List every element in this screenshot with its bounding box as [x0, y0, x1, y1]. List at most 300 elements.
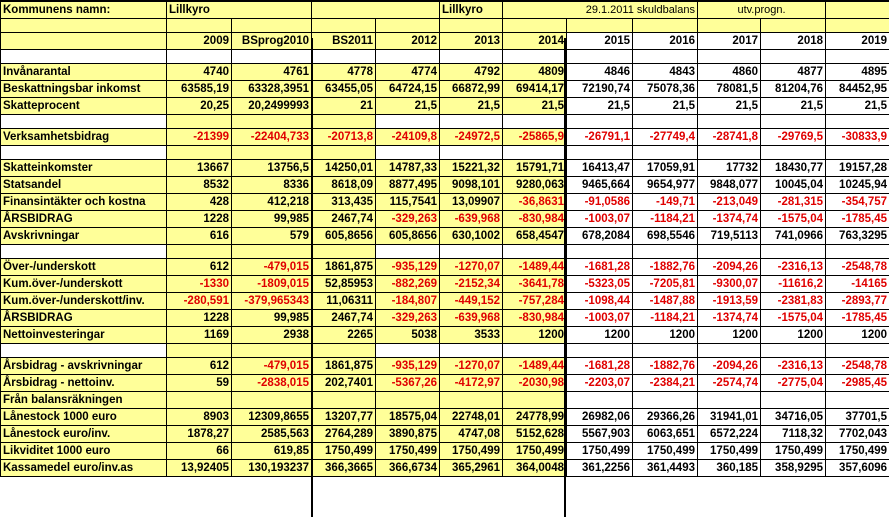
value-cell[interactable]: -1003,07: [567, 310, 633, 327]
year-header-cell[interactable]: 2013: [440, 33, 503, 50]
value-cell[interactable]: 8618,09: [312, 177, 376, 194]
empty-cell[interactable]: [826, 344, 889, 358]
empty-cell[interactable]: [1, 344, 167, 358]
empty-cell[interactable]: [167, 50, 232, 64]
empty-cell[interactable]: [567, 146, 633, 160]
value-cell[interactable]: [167, 392, 232, 409]
value-cell[interactable]: 365,2961: [440, 460, 503, 477]
empty-cell[interactable]: [698, 115, 761, 129]
value-cell[interactable]: [503, 392, 567, 409]
value-cell[interactable]: 13207,77: [312, 409, 376, 426]
empty-cell[interactable]: [167, 344, 232, 358]
value-cell[interactable]: -1184,21: [633, 211, 698, 228]
row-label[interactable]: Skatteprocent: [1, 98, 167, 115]
value-cell[interactable]: 1169: [167, 327, 232, 344]
empty-cell[interactable]: [503, 19, 567, 33]
value-cell[interactable]: 20,25: [167, 98, 232, 115]
value-cell[interactable]: -26791,1: [567, 129, 633, 146]
value-cell[interactable]: 20,2499993: [232, 98, 312, 115]
value-cell[interactable]: 8903: [167, 409, 232, 426]
value-cell[interactable]: 3890,875: [376, 426, 440, 443]
value-cell[interactable]: 1878,27: [167, 426, 232, 443]
value-cell[interactable]: 15791,71: [503, 160, 567, 177]
value-cell[interactable]: 21: [312, 98, 376, 115]
value-cell[interactable]: 26982,06: [567, 409, 633, 426]
value-cell[interactable]: -1882,76: [633, 358, 698, 375]
value-cell[interactable]: 29366,26: [633, 409, 698, 426]
row-label[interactable]: Årsbidrag - avskrivningar: [1, 358, 167, 375]
value-cell[interactable]: -2548,78: [826, 358, 889, 375]
value-cell[interactable]: -1184,21: [633, 310, 698, 327]
value-cell[interactable]: 78081,5: [698, 81, 761, 98]
value-cell[interactable]: -2574,74: [698, 375, 761, 392]
value-cell[interactable]: 9654,977: [633, 177, 698, 194]
empty-cell[interactable]: [567, 115, 633, 129]
value-cell[interactable]: 1228: [167, 211, 232, 228]
value-cell[interactable]: 605,8656: [376, 228, 440, 245]
value-cell[interactable]: 18575,04: [376, 409, 440, 426]
value-cell[interactable]: 63585,19: [167, 81, 232, 98]
value-cell[interactable]: 13,09907: [440, 194, 503, 211]
empty-cell[interactable]: [761, 146, 826, 160]
row-label[interactable]: Beskattningsbar inkomst: [1, 81, 167, 98]
value-cell[interactable]: 130,193237: [232, 460, 312, 477]
value-cell[interactable]: -2775,04: [761, 375, 826, 392]
value-cell[interactable]: 59: [167, 375, 232, 392]
value-cell[interactable]: 412,218: [232, 194, 312, 211]
value-cell[interactable]: -1809,015: [232, 276, 312, 293]
empty-cell[interactable]: [761, 115, 826, 129]
value-cell[interactable]: 99,985: [232, 211, 312, 228]
empty-cell[interactable]: [633, 19, 698, 33]
value-cell[interactable]: 5038: [376, 327, 440, 344]
row-label[interactable]: Från balansräkningen: [1, 392, 167, 409]
value-cell[interactable]: 616: [167, 228, 232, 245]
value-cell[interactable]: 2764,289: [312, 426, 376, 443]
value-cell[interactable]: 1228: [167, 310, 232, 327]
header-corner-cell[interactable]: [1, 33, 167, 50]
value-cell[interactable]: 1200: [698, 327, 761, 344]
value-cell[interactable]: 8532: [167, 177, 232, 194]
value-cell[interactable]: -935,129: [376, 358, 440, 375]
year-header-cell[interactable]: 2012: [376, 33, 440, 50]
value-cell[interactable]: -4172,97: [440, 375, 503, 392]
value-cell[interactable]: 1750,499: [698, 443, 761, 460]
value-cell[interactable]: -9300,07: [698, 276, 761, 293]
value-cell[interactable]: 612: [167, 358, 232, 375]
value-cell[interactable]: -2316,13: [761, 358, 826, 375]
value-cell[interactable]: 4860: [698, 64, 761, 81]
value-cell[interactable]: 313,435: [312, 194, 376, 211]
value-cell[interactable]: 361,4493: [633, 460, 698, 477]
value-cell[interactable]: 9465,664: [567, 177, 633, 194]
empty-cell[interactable]: [232, 50, 312, 64]
empty-cell[interactable]: [567, 50, 633, 64]
empty-cell[interactable]: [761, 344, 826, 358]
empty-cell[interactable]: [503, 146, 567, 160]
value-cell[interactable]: -2838,015: [232, 375, 312, 392]
value-cell[interactable]: 21,5: [376, 98, 440, 115]
empty-cell[interactable]: [1, 50, 167, 64]
value-cell[interactable]: -479,015: [232, 358, 312, 375]
value-cell[interactable]: 21,5: [698, 98, 761, 115]
value-cell[interactable]: -935,129: [376, 259, 440, 276]
empty-cell[interactable]: [698, 146, 761, 160]
value-cell[interactable]: -281,315: [761, 194, 826, 211]
row-label[interactable]: Kum.över-/underskott/inv.: [1, 293, 167, 310]
value-cell[interactable]: 619,85: [232, 443, 312, 460]
empty-cell[interactable]: [376, 115, 440, 129]
value-cell[interactable]: 115,7541: [376, 194, 440, 211]
value-cell[interactable]: 8336: [232, 177, 312, 194]
value-cell[interactable]: 4846: [567, 64, 633, 81]
value-cell[interactable]: 21,5: [440, 98, 503, 115]
year-header-cell[interactable]: 2017: [698, 33, 761, 50]
value-cell[interactable]: -449,152: [440, 293, 503, 310]
value-cell[interactable]: 1200: [761, 327, 826, 344]
empty-cell[interactable]: [376, 19, 440, 33]
row-label[interactable]: Likviditet 1000 euro: [1, 443, 167, 460]
value-cell[interactable]: 64724,15: [376, 81, 440, 98]
empty-cell[interactable]: [503, 115, 567, 129]
value-cell[interactable]: 719,5113: [698, 228, 761, 245]
value-cell[interactable]: 99,985: [232, 310, 312, 327]
value-cell[interactable]: 741,0966: [761, 228, 826, 245]
value-cell[interactable]: -2152,34: [440, 276, 503, 293]
value-cell[interactable]: 14787,33: [376, 160, 440, 177]
value-cell[interactable]: 1750,499: [826, 443, 889, 460]
empty-cell[interactable]: [232, 344, 312, 358]
value-cell[interactable]: -3641,78: [503, 276, 567, 293]
value-cell[interactable]: -329,263: [376, 211, 440, 228]
empty-cell[interactable]: [440, 50, 503, 64]
value-cell[interactable]: 1861,875: [312, 358, 376, 375]
year-header-cell[interactable]: BS2011: [312, 33, 376, 50]
value-cell[interactable]: 66872,99: [440, 81, 503, 98]
empty-cell[interactable]: [1, 115, 167, 129]
value-cell[interactable]: 9848,077: [698, 177, 761, 194]
row-label[interactable]: ÅRSBIDRAG: [1, 310, 167, 327]
value-cell[interactable]: -1575,04: [761, 211, 826, 228]
empty-cell[interactable]: [826, 19, 889, 33]
value-cell[interactable]: 66: [167, 443, 232, 460]
value-cell[interactable]: 15221,32: [440, 160, 503, 177]
empty-cell[interactable]: [698, 19, 761, 33]
empty-cell[interactable]: [376, 344, 440, 358]
row-label[interactable]: Över-/underskott: [1, 259, 167, 276]
value-cell[interactable]: 21,5: [503, 98, 567, 115]
value-cell[interactable]: 1750,499: [312, 443, 376, 460]
value-cell[interactable]: 21,5: [567, 98, 633, 115]
value-cell[interactable]: [376, 392, 440, 409]
value-cell[interactable]: 72190,74: [567, 81, 633, 98]
value-cell[interactable]: [633, 392, 698, 409]
value-cell[interactable]: 13756,5: [232, 160, 312, 177]
value-cell[interactable]: -1489,44: [503, 259, 567, 276]
value-cell[interactable]: -379,965343: [232, 293, 312, 310]
value-cell[interactable]: 366,3665: [312, 460, 376, 477]
empty-cell[interactable]: [503, 50, 567, 64]
value-cell[interactable]: 6063,651: [633, 426, 698, 443]
value-cell[interactable]: 11,06311: [312, 293, 376, 310]
value-cell[interactable]: 1750,499: [633, 443, 698, 460]
value-cell[interactable]: 2585,563: [232, 426, 312, 443]
value-cell[interactable]: 34716,05: [761, 409, 826, 426]
value-cell[interactable]: -91,0586: [567, 194, 633, 211]
empty-cell[interactable]: [503, 344, 567, 358]
value-cell[interactable]: 4843: [633, 64, 698, 81]
value-cell[interactable]: -14165: [826, 276, 889, 293]
value-cell[interactable]: -20713,8: [312, 129, 376, 146]
value-cell[interactable]: 4792: [440, 64, 503, 81]
empty-cell[interactable]: [567, 245, 633, 259]
row-label[interactable]: Finansintäkter och kostna: [1, 194, 167, 211]
value-cell[interactable]: 69414,17: [503, 81, 567, 98]
value-cell[interactable]: -5323,05: [567, 276, 633, 293]
value-cell[interactable]: -1575,04: [761, 310, 826, 327]
value-cell[interactable]: -30833,9: [826, 129, 889, 146]
row-label[interactable]: Kum.över-/underskott: [1, 276, 167, 293]
empty-cell[interactable]: [167, 19, 232, 33]
value-cell[interactable]: 3533: [440, 327, 503, 344]
value-cell[interactable]: 1200: [826, 327, 889, 344]
empty-cell[interactable]: [232, 115, 312, 129]
value-cell[interactable]: 9280,063: [503, 177, 567, 194]
value-cell[interactable]: 16413,47: [567, 160, 633, 177]
value-cell[interactable]: -24972,5: [440, 129, 503, 146]
year-header-cell[interactable]: 2019: [826, 33, 889, 50]
value-cell[interactable]: -757,284: [503, 293, 567, 310]
value-cell[interactable]: 31941,01: [698, 409, 761, 426]
value-cell[interactable]: 75078,36: [633, 81, 698, 98]
row-label[interactable]: Årsbidrag - nettoinv.: [1, 375, 167, 392]
value-cell[interactable]: -1374,74: [698, 211, 761, 228]
value-cell[interactable]: -1330: [167, 276, 232, 293]
value-cell[interactable]: [567, 392, 633, 409]
value-cell[interactable]: 2938: [232, 327, 312, 344]
value-cell[interactable]: 13667: [167, 160, 232, 177]
empty-cell[interactable]: [440, 344, 503, 358]
value-cell[interactable]: -1785,45: [826, 310, 889, 327]
value-cell[interactable]: 19157,28: [826, 160, 889, 177]
value-cell[interactable]: -329,263: [376, 310, 440, 327]
value-cell[interactable]: 10245,94: [826, 177, 889, 194]
value-cell[interactable]: -2985,45: [826, 375, 889, 392]
value-cell[interactable]: -2030,98: [503, 375, 567, 392]
value-cell[interactable]: 21,5: [761, 98, 826, 115]
empty-cell[interactable]: [376, 50, 440, 64]
value-cell[interactable]: -25865,9: [503, 129, 567, 146]
empty-cell[interactable]: [312, 344, 376, 358]
value-cell[interactable]: 366,6734: [376, 460, 440, 477]
value-cell[interactable]: 630,1002: [440, 228, 503, 245]
value-cell[interactable]: 1750,499: [376, 443, 440, 460]
empty-cell[interactable]: [761, 245, 826, 259]
empty-cell[interactable]: [312, 19, 376, 33]
value-cell[interactable]: 4761: [232, 64, 312, 81]
year-header-cell[interactable]: BSprog2010: [232, 33, 312, 50]
value-cell[interactable]: 763,3295: [826, 228, 889, 245]
value-cell[interactable]: -22404,733: [232, 129, 312, 146]
value-cell[interactable]: [440, 392, 503, 409]
value-cell[interactable]: 17059,91: [633, 160, 698, 177]
value-cell[interactable]: -1489,44: [503, 358, 567, 375]
empty-cell[interactable]: [167, 146, 232, 160]
value-cell[interactable]: -2316,13: [761, 259, 826, 276]
value-cell[interactable]: 22748,01: [440, 409, 503, 426]
value-cell[interactable]: 361,2256: [567, 460, 633, 477]
value-cell[interactable]: [698, 392, 761, 409]
value-cell[interactable]: 1750,499: [503, 443, 567, 460]
value-cell[interactable]: 364,0048: [503, 460, 567, 477]
value-cell[interactable]: 4778: [312, 64, 376, 81]
row-label[interactable]: Invånarantal: [1, 64, 167, 81]
value-cell[interactable]: 4877: [761, 64, 826, 81]
empty-cell[interactable]: [567, 19, 633, 33]
value-cell[interactable]: 698,5546: [633, 228, 698, 245]
value-cell[interactable]: 4895: [826, 64, 889, 81]
value-cell[interactable]: [312, 392, 376, 409]
value-cell[interactable]: 63328,3951: [232, 81, 312, 98]
value-cell[interactable]: -2094,26: [698, 259, 761, 276]
value-cell[interactable]: -2548,78: [826, 259, 889, 276]
value-cell[interactable]: 7702,043: [826, 426, 889, 443]
value-cell[interactable]: -1098,44: [567, 293, 633, 310]
value-cell[interactable]: -639,968: [440, 211, 503, 228]
empty-cell[interactable]: [633, 50, 698, 64]
value-cell[interactable]: 360,185: [698, 460, 761, 477]
empty-cell[interactable]: [232, 19, 312, 33]
value-cell[interactable]: 13,92405: [167, 460, 232, 477]
value-cell[interactable]: 5567,903: [567, 426, 633, 443]
municipality-name-2[interactable]: Lillkyro: [440, 1, 503, 19]
row-label[interactable]: Avskrivningar: [1, 228, 167, 245]
value-cell[interactable]: 8877,495: [376, 177, 440, 194]
value-cell[interactable]: -2384,21: [633, 375, 698, 392]
value-cell[interactable]: -213,049: [698, 194, 761, 211]
value-cell[interactable]: 24778,99: [503, 409, 567, 426]
value-cell[interactable]: -1487,88: [633, 293, 698, 310]
value-cell[interactable]: -11616,2: [761, 276, 826, 293]
value-cell[interactable]: [826, 392, 889, 409]
value-cell[interactable]: -2893,77: [826, 293, 889, 310]
empty-cell[interactable]: [1, 146, 167, 160]
year-header-cell[interactable]: 2014: [503, 33, 567, 50]
value-cell[interactable]: -149,71: [633, 194, 698, 211]
value-cell[interactable]: 1200: [503, 327, 567, 344]
empty-cell[interactable]: [440, 245, 503, 259]
value-cell[interactable]: -1882,76: [633, 259, 698, 276]
value-cell[interactable]: -280,591: [167, 293, 232, 310]
value-cell[interactable]: -1681,28: [567, 358, 633, 375]
value-cell[interactable]: -1270,07: [440, 259, 503, 276]
row-label[interactable]: Statsandel: [1, 177, 167, 194]
value-cell[interactable]: -479,015: [232, 259, 312, 276]
value-cell[interactable]: -7205,81: [633, 276, 698, 293]
empty-cell[interactable]: [440, 115, 503, 129]
empty-cell[interactable]: [633, 344, 698, 358]
empty-cell[interactable]: [232, 245, 312, 259]
value-cell[interactable]: -2381,83: [761, 293, 826, 310]
value-cell[interactable]: 63455,05: [312, 81, 376, 98]
empty-cell[interactable]: [167, 245, 232, 259]
value-cell[interactable]: -830,984: [503, 211, 567, 228]
empty-cell[interactable]: [376, 146, 440, 160]
empty-cell[interactable]: [1, 245, 167, 259]
value-cell[interactable]: 12309,8655: [232, 409, 312, 426]
value-cell[interactable]: 6572,224: [698, 426, 761, 443]
empty-cell[interactable]: [376, 245, 440, 259]
value-cell[interactable]: -28741,8: [698, 129, 761, 146]
value-cell[interactable]: -1913,59: [698, 293, 761, 310]
value-cell[interactable]: 52,85953: [312, 276, 376, 293]
empty-cell[interactable]: [167, 115, 232, 129]
value-cell[interactable]: -29769,5: [761, 129, 826, 146]
value-cell[interactable]: 4774: [376, 64, 440, 81]
value-cell[interactable]: -1003,07: [567, 211, 633, 228]
value-cell[interactable]: -36,8631: [503, 194, 567, 211]
value-cell[interactable]: 17732: [698, 160, 761, 177]
row-label[interactable]: Lånestock 1000 euro: [1, 409, 167, 426]
empty-cell[interactable]: [633, 146, 698, 160]
value-cell[interactable]: 2467,74: [312, 211, 376, 228]
value-cell[interactable]: -882,269: [376, 276, 440, 293]
value-cell[interactable]: 4747,08: [440, 426, 503, 443]
value-cell[interactable]: 4740: [167, 64, 232, 81]
value-cell[interactable]: 358,9295: [761, 460, 826, 477]
empty-cell[interactable]: [761, 50, 826, 64]
year-header-cell[interactable]: 2009: [167, 33, 232, 50]
value-cell[interactable]: 1750,499: [440, 443, 503, 460]
value-cell[interactable]: -1681,28: [567, 259, 633, 276]
empty-cell[interactable]: [567, 344, 633, 358]
row-label[interactable]: Lånestock euro/inv.: [1, 426, 167, 443]
empty-cell[interactable]: [826, 245, 889, 259]
value-cell[interactable]: -27749,4: [633, 129, 698, 146]
value-cell[interactable]: 678,2084: [567, 228, 633, 245]
empty-cell[interactable]: [698, 245, 761, 259]
row-label[interactable]: Nettoinvesteringar: [1, 327, 167, 344]
value-cell[interactable]: -639,968: [440, 310, 503, 327]
value-cell[interactable]: 202,7401: [312, 375, 376, 392]
empty-cell[interactable]: [312, 245, 376, 259]
value-cell[interactable]: 84452,95: [826, 81, 889, 98]
empty-cell[interactable]: [761, 19, 826, 33]
municipality-name[interactable]: Lillkyro: [167, 1, 312, 19]
empty-cell[interactable]: [440, 19, 503, 33]
value-cell[interactable]: 2265: [312, 327, 376, 344]
empty-cell[interactable]: [826, 50, 889, 64]
row-label[interactable]: ÅRSBIDRAG: [1, 211, 167, 228]
value-cell[interactable]: 21,5: [826, 98, 889, 115]
empty-cell[interactable]: [312, 50, 376, 64]
value-cell[interactable]: 1750,499: [567, 443, 633, 460]
value-cell[interactable]: 1200: [567, 327, 633, 344]
value-cell[interactable]: -184,807: [376, 293, 440, 310]
value-cell[interactable]: -1270,07: [440, 358, 503, 375]
empty-cell[interactable]: [698, 50, 761, 64]
value-cell[interactable]: -1374,74: [698, 310, 761, 327]
value-cell[interactable]: 612: [167, 259, 232, 276]
empty-cell[interactable]: [1, 19, 167, 33]
value-cell[interactable]: 357,6096: [826, 460, 889, 477]
value-cell[interactable]: 37701,5: [826, 409, 889, 426]
value-cell[interactable]: 1750,499: [761, 443, 826, 460]
value-cell[interactable]: 2467,74: [312, 310, 376, 327]
municipality-label[interactable]: Kommunens namn:: [1, 1, 167, 19]
value-cell[interactable]: 4809: [503, 64, 567, 81]
value-cell[interactable]: 605,8656: [312, 228, 376, 245]
